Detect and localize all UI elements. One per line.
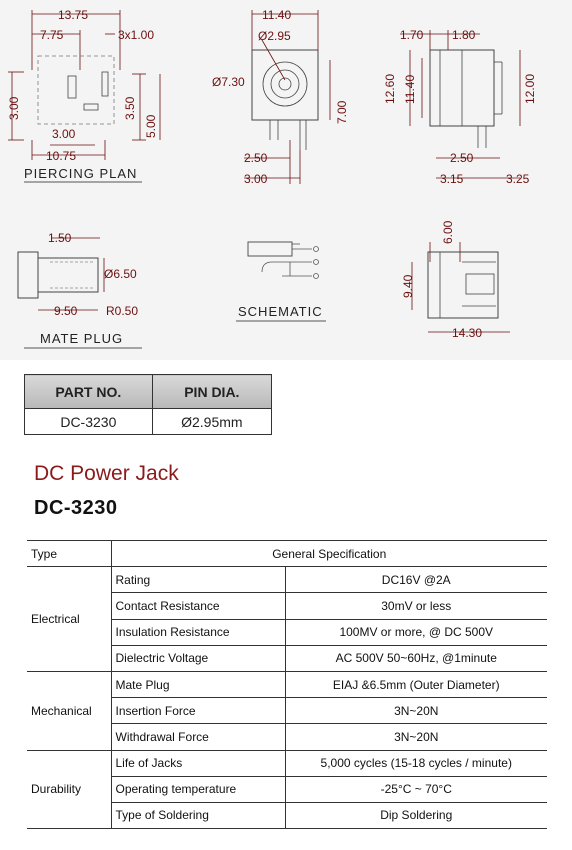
spec-row-name: Life of Jacks xyxy=(111,750,285,776)
mate-plug-label: MATE PLUG xyxy=(40,331,124,346)
dim-front-3-00: 3.00 xyxy=(244,172,268,186)
spec-row-value: 30mV or less xyxy=(285,593,547,619)
dim-front-11-40: 11.40 xyxy=(262,8,292,22)
dim-front-2-95: Ø2.95 xyxy=(258,29,291,43)
spec-row-value: AC 500V 50~60Hz, @1minute xyxy=(285,645,547,671)
spec-row-value: EIAJ &6.5mm (Outer Diameter) xyxy=(285,671,547,697)
dim-side-3-15: 3.15 xyxy=(440,172,464,186)
spec-row-value: DC16V @2A xyxy=(285,567,547,593)
pin-table-header-part: PART NO. xyxy=(25,375,153,409)
dim-side-3-25: 3.25 xyxy=(506,172,530,186)
product-model: DC-3230 xyxy=(34,497,118,519)
dim-side-12-00: 12.00 xyxy=(523,73,537,104)
dim-plug-6-50: Ø6.50 xyxy=(104,267,137,281)
spec-row-value: Dip Soldering xyxy=(285,802,547,828)
spec-row-value: 5,000 cycles (15-18 cycles / minute) xyxy=(285,750,547,776)
dim-plug-1-50: 1.50 xyxy=(48,231,72,245)
schematic-label: SCHEMATIC xyxy=(238,304,323,319)
technical-drawing xyxy=(0,0,572,360)
dim-bottom-14-30: 14.30 xyxy=(452,326,483,340)
product-title: DC Power Jack xyxy=(34,462,179,485)
dim-3-00-vertical: 3.00 xyxy=(7,96,21,120)
spec-row-value: 100MV or more, @ DC 500V xyxy=(285,619,547,645)
dim-side-1-70: 1.70 xyxy=(400,28,424,42)
spec-header-type: Type xyxy=(27,541,111,567)
spec-row-value: -25°C ~ 70°C xyxy=(285,776,547,802)
drawing-svg xyxy=(0,0,572,360)
dim-front-2-50: 2.50 xyxy=(244,151,268,165)
dim-side-11-40: 11.40 xyxy=(403,74,417,104)
dim-front-7-30: Ø7.30 xyxy=(212,75,245,89)
pin-table-part-value: DC-3230 xyxy=(25,409,153,435)
pin-table-pin-value: Ø2.95mm xyxy=(152,409,271,435)
piercing-plan-label: PIERCING PLAN xyxy=(24,166,138,181)
spec-category-mechanical: Mechanical xyxy=(27,671,111,750)
spec-row-name: Operating temperature xyxy=(111,776,285,802)
dim-3x1-00: 3x1.00 xyxy=(118,28,155,42)
dim-10-75: 10.75 xyxy=(46,149,77,163)
dim-7-75: 7.75 xyxy=(40,28,64,42)
spec-category-durability: Durability xyxy=(27,750,111,829)
dim-3-50: 3.50 xyxy=(123,96,137,120)
dim-front-7-00: 7.00 xyxy=(335,100,349,124)
spec-row-value: 3N~20N xyxy=(285,698,547,724)
dim-side-2-50: 2.50 xyxy=(450,151,474,165)
spec-row-name: Contact Resistance xyxy=(111,593,285,619)
spec-row-name: Insertion Force xyxy=(111,698,285,724)
dim-3-00-horizontal: 3.00 xyxy=(52,127,76,141)
pin-table xyxy=(24,374,272,435)
spec-header-general: General Specification xyxy=(111,541,547,567)
dim-13-75: 13.75 xyxy=(58,8,89,22)
spec-row-name: Rating xyxy=(111,567,285,593)
spec-table xyxy=(27,540,547,829)
spec-row-name: Withdrawal Force xyxy=(111,724,285,750)
dim-bottom-6-00: 6.00 xyxy=(441,220,455,244)
dim-side-12-60: 12.60 xyxy=(383,73,397,104)
pin-table-header-pin: PIN DIA. xyxy=(152,375,271,409)
spec-row-value: 3N~20N xyxy=(285,724,547,750)
dim-plug-r0-50: R0.50 xyxy=(106,304,139,318)
spec-row-name: Insulation Resistance xyxy=(111,619,285,645)
dim-plug-9-50: 9.50 xyxy=(54,304,78,318)
spec-row-name: Type of Soldering xyxy=(111,802,285,828)
spec-category-electrical: Electrical xyxy=(27,567,111,672)
spec-row-name: Mate Plug xyxy=(111,671,285,697)
dim-bottom-9-40: 9.40 xyxy=(401,274,415,298)
dim-side-1-80: 1.80 xyxy=(452,28,476,42)
spec-row-name: Dielectric Voltage xyxy=(111,645,285,671)
dim-5-00: 5.00 xyxy=(144,114,158,138)
